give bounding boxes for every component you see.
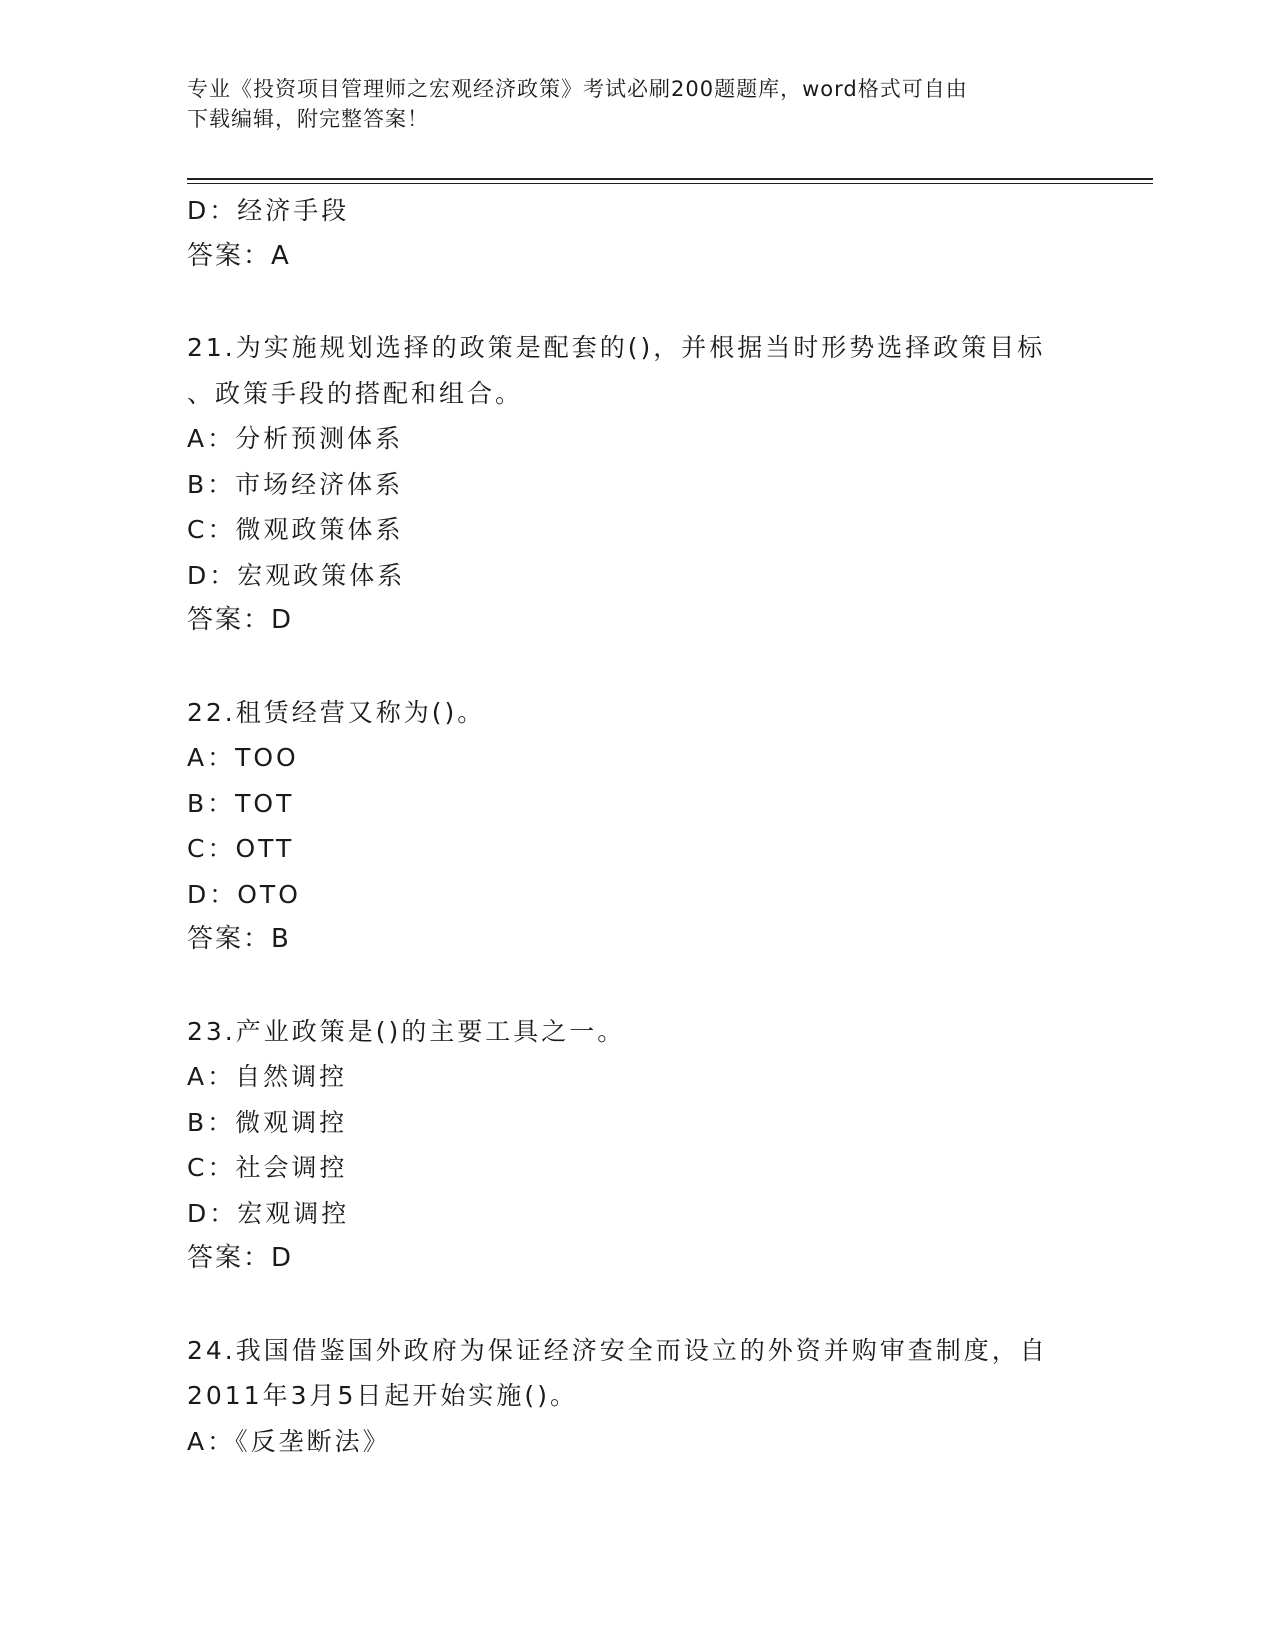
header-line-1: 专业《投资项目管理师之宏观经济政策》考试必刷200题题库，word格式可自由 <box>187 77 968 101</box>
option-line: D：OTO <box>187 879 301 909</box>
option-line: D：宏观政策体系 <box>187 560 406 590</box>
option-line: C：微观政策体系 <box>187 515 404 544</box>
question-block-22 <box>187 690 1087 963</box>
option-line: C：社会调控 <box>187 1153 348 1182</box>
header-rule-thick <box>187 178 1153 180</box>
option-line: D：宏观调控 <box>187 1198 350 1228</box>
spacer <box>187 1282 1087 1328</box>
question-text: 22.租赁经营又称为()。 <box>187 697 486 727</box>
question-text: 23.产业政策是()的主要工具之一。 <box>187 1016 626 1046</box>
header-line-2: 下载编辑，附完整答案！ <box>187 107 429 131</box>
question-block-24 <box>187 1328 1087 1465</box>
option-line: A：《反垄断法》 <box>187 1426 391 1456</box>
header-rule-thin <box>187 183 1153 184</box>
question-block-prev <box>187 188 1087 279</box>
spacer <box>187 963 1087 1009</box>
option-line: B：TOT <box>187 788 295 818</box>
spacer <box>187 644 1087 690</box>
option-line: C：OTT <box>187 834 295 863</box>
question-text: 、政策手段的搭配和组合。 <box>187 378 524 408</box>
option-line: A：分析预测体系 <box>187 424 404 453</box>
answer-line: 答案：D <box>187 1243 294 1273</box>
question-text: 21.为实施规划选择的政策是配套的()，并根据当时形势选择政策目标 <box>187 333 1046 362</box>
document-header <box>187 74 1067 134</box>
answer-line: 答案：A <box>187 240 291 271</box>
option-line: B：市场经济体系 <box>187 469 404 499</box>
option-line: D：经济手段 <box>187 196 350 225</box>
answer-line: 答案：B <box>187 924 291 954</box>
option-line: B：微观调控 <box>187 1107 348 1137</box>
option-line: A：TOO <box>187 743 299 772</box>
option-line: A：自然调控 <box>187 1062 348 1091</box>
spacer <box>187 279 1087 325</box>
answer-line: 答案：D <box>187 605 294 635</box>
question-list <box>187 188 1087 1464</box>
question-text: 24.我国借鉴国外政府为保证经济安全而设立的外资并购审查制度，自 <box>187 1335 1048 1365</box>
question-block-23 <box>187 1009 1087 1282</box>
question-block-21 <box>187 325 1087 644</box>
question-text: 2011年3月5日起开始实施()。 <box>187 1381 578 1410</box>
